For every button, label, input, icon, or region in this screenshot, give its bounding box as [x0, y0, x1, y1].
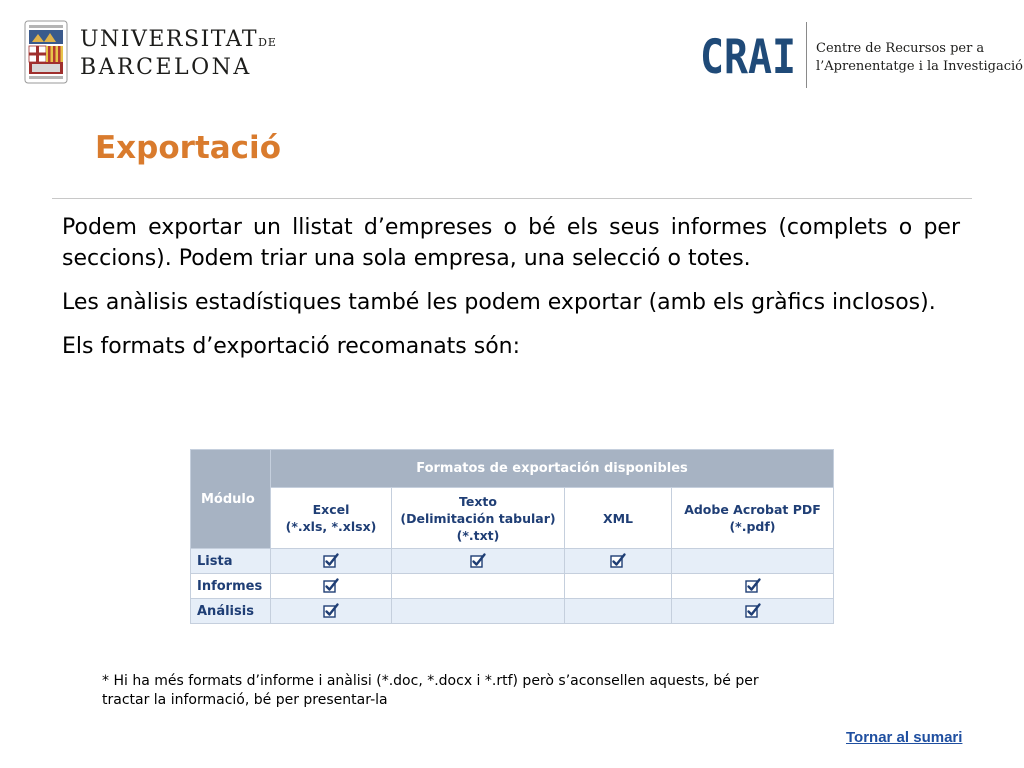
crai-logo-text: CRAI — [700, 30, 796, 85]
footnote-line2: tractar la informació, bé per presentar-la — [102, 692, 388, 708]
format-cell — [271, 549, 392, 574]
title-divider — [52, 198, 972, 199]
table-row — [191, 599, 834, 624]
back-to-summary-link[interactable]: Tornar al sumari — [846, 729, 963, 746]
crai-line2: l’Aprenentatge i la Investigació — [816, 59, 1023, 74]
paragraph-formats-intro: Els formats d’exportació recomanats són: — [62, 334, 521, 359]
checkbox-checked-icon — [745, 579, 761, 594]
university-line1-suffix: DE — [258, 36, 277, 49]
slide-body — [62, 212, 960, 375]
university-name — [80, 28, 277, 81]
paragraph-export-analysis: Les anàlisis estadístiques també les podem exportar (amb els gràfics inclosos). — [62, 290, 936, 315]
format-cell — [672, 549, 834, 574]
format-cell — [672, 599, 834, 624]
checkbox-checked-icon — [470, 554, 486, 569]
header-format-xml: XML — [565, 488, 672, 549]
header-format-excel: Excel (*.xls, *.xlsx) — [271, 488, 392, 549]
header-format-text: Texto (Delimitación tabular) (*.txt) — [392, 488, 565, 549]
checkbox-checked-icon — [323, 554, 339, 569]
header-formats-group: Formatos de exportación disponibles — [271, 450, 834, 488]
format-cell — [271, 599, 392, 624]
format-cell — [672, 574, 834, 599]
format-cell — [565, 549, 672, 574]
checkbox-checked-icon — [610, 554, 626, 569]
crai-line1: Centre de Recursos per a — [816, 41, 985, 56]
format-cell — [392, 574, 565, 599]
checkbox-checked-icon — [323, 604, 339, 619]
format-cell — [565, 574, 672, 599]
format-cell — [392, 599, 565, 624]
header-module: Módulo — [191, 450, 271, 549]
header-format-pdf: Adobe Acrobat PDF (*.pdf) — [672, 488, 834, 549]
formats-footnote — [102, 672, 882, 710]
format-cell — [392, 549, 565, 574]
table-row — [191, 574, 834, 599]
university-line1: UNIVERSITAT — [80, 27, 259, 52]
row-module-label: Lista — [191, 549, 271, 574]
row-module-label: Análisis — [191, 599, 271, 624]
export-formats-table — [190, 449, 834, 624]
paragraph-export-list: Podem exportar un llistat d’empreses o bé els seus informes (complets o per seccions). Podem triar una sola empresa, una selecció o totes. — [62, 215, 960, 271]
format-cell — [271, 574, 392, 599]
header-separator — [806, 22, 807, 88]
crai-logo — [700, 30, 796, 85]
checkbox-checked-icon — [323, 579, 339, 594]
format-cell — [565, 599, 672, 624]
slide-title: Exportació — [95, 130, 281, 166]
row-module-label: Informes — [191, 574, 271, 599]
ub-shield-logo — [24, 20, 68, 84]
checkbox-checked-icon — [745, 604, 761, 619]
table-row — [191, 549, 834, 574]
footnote-line1: * Hi ha més formats d’informe i anàlisi (*.doc, *.docx i *.rtf) però s’aconsellen aquests, bé per — [102, 673, 759, 689]
slide-header — [0, 0, 1024, 100]
crai-description — [816, 40, 1023, 76]
university-line2: BARCELONA — [80, 55, 252, 80]
